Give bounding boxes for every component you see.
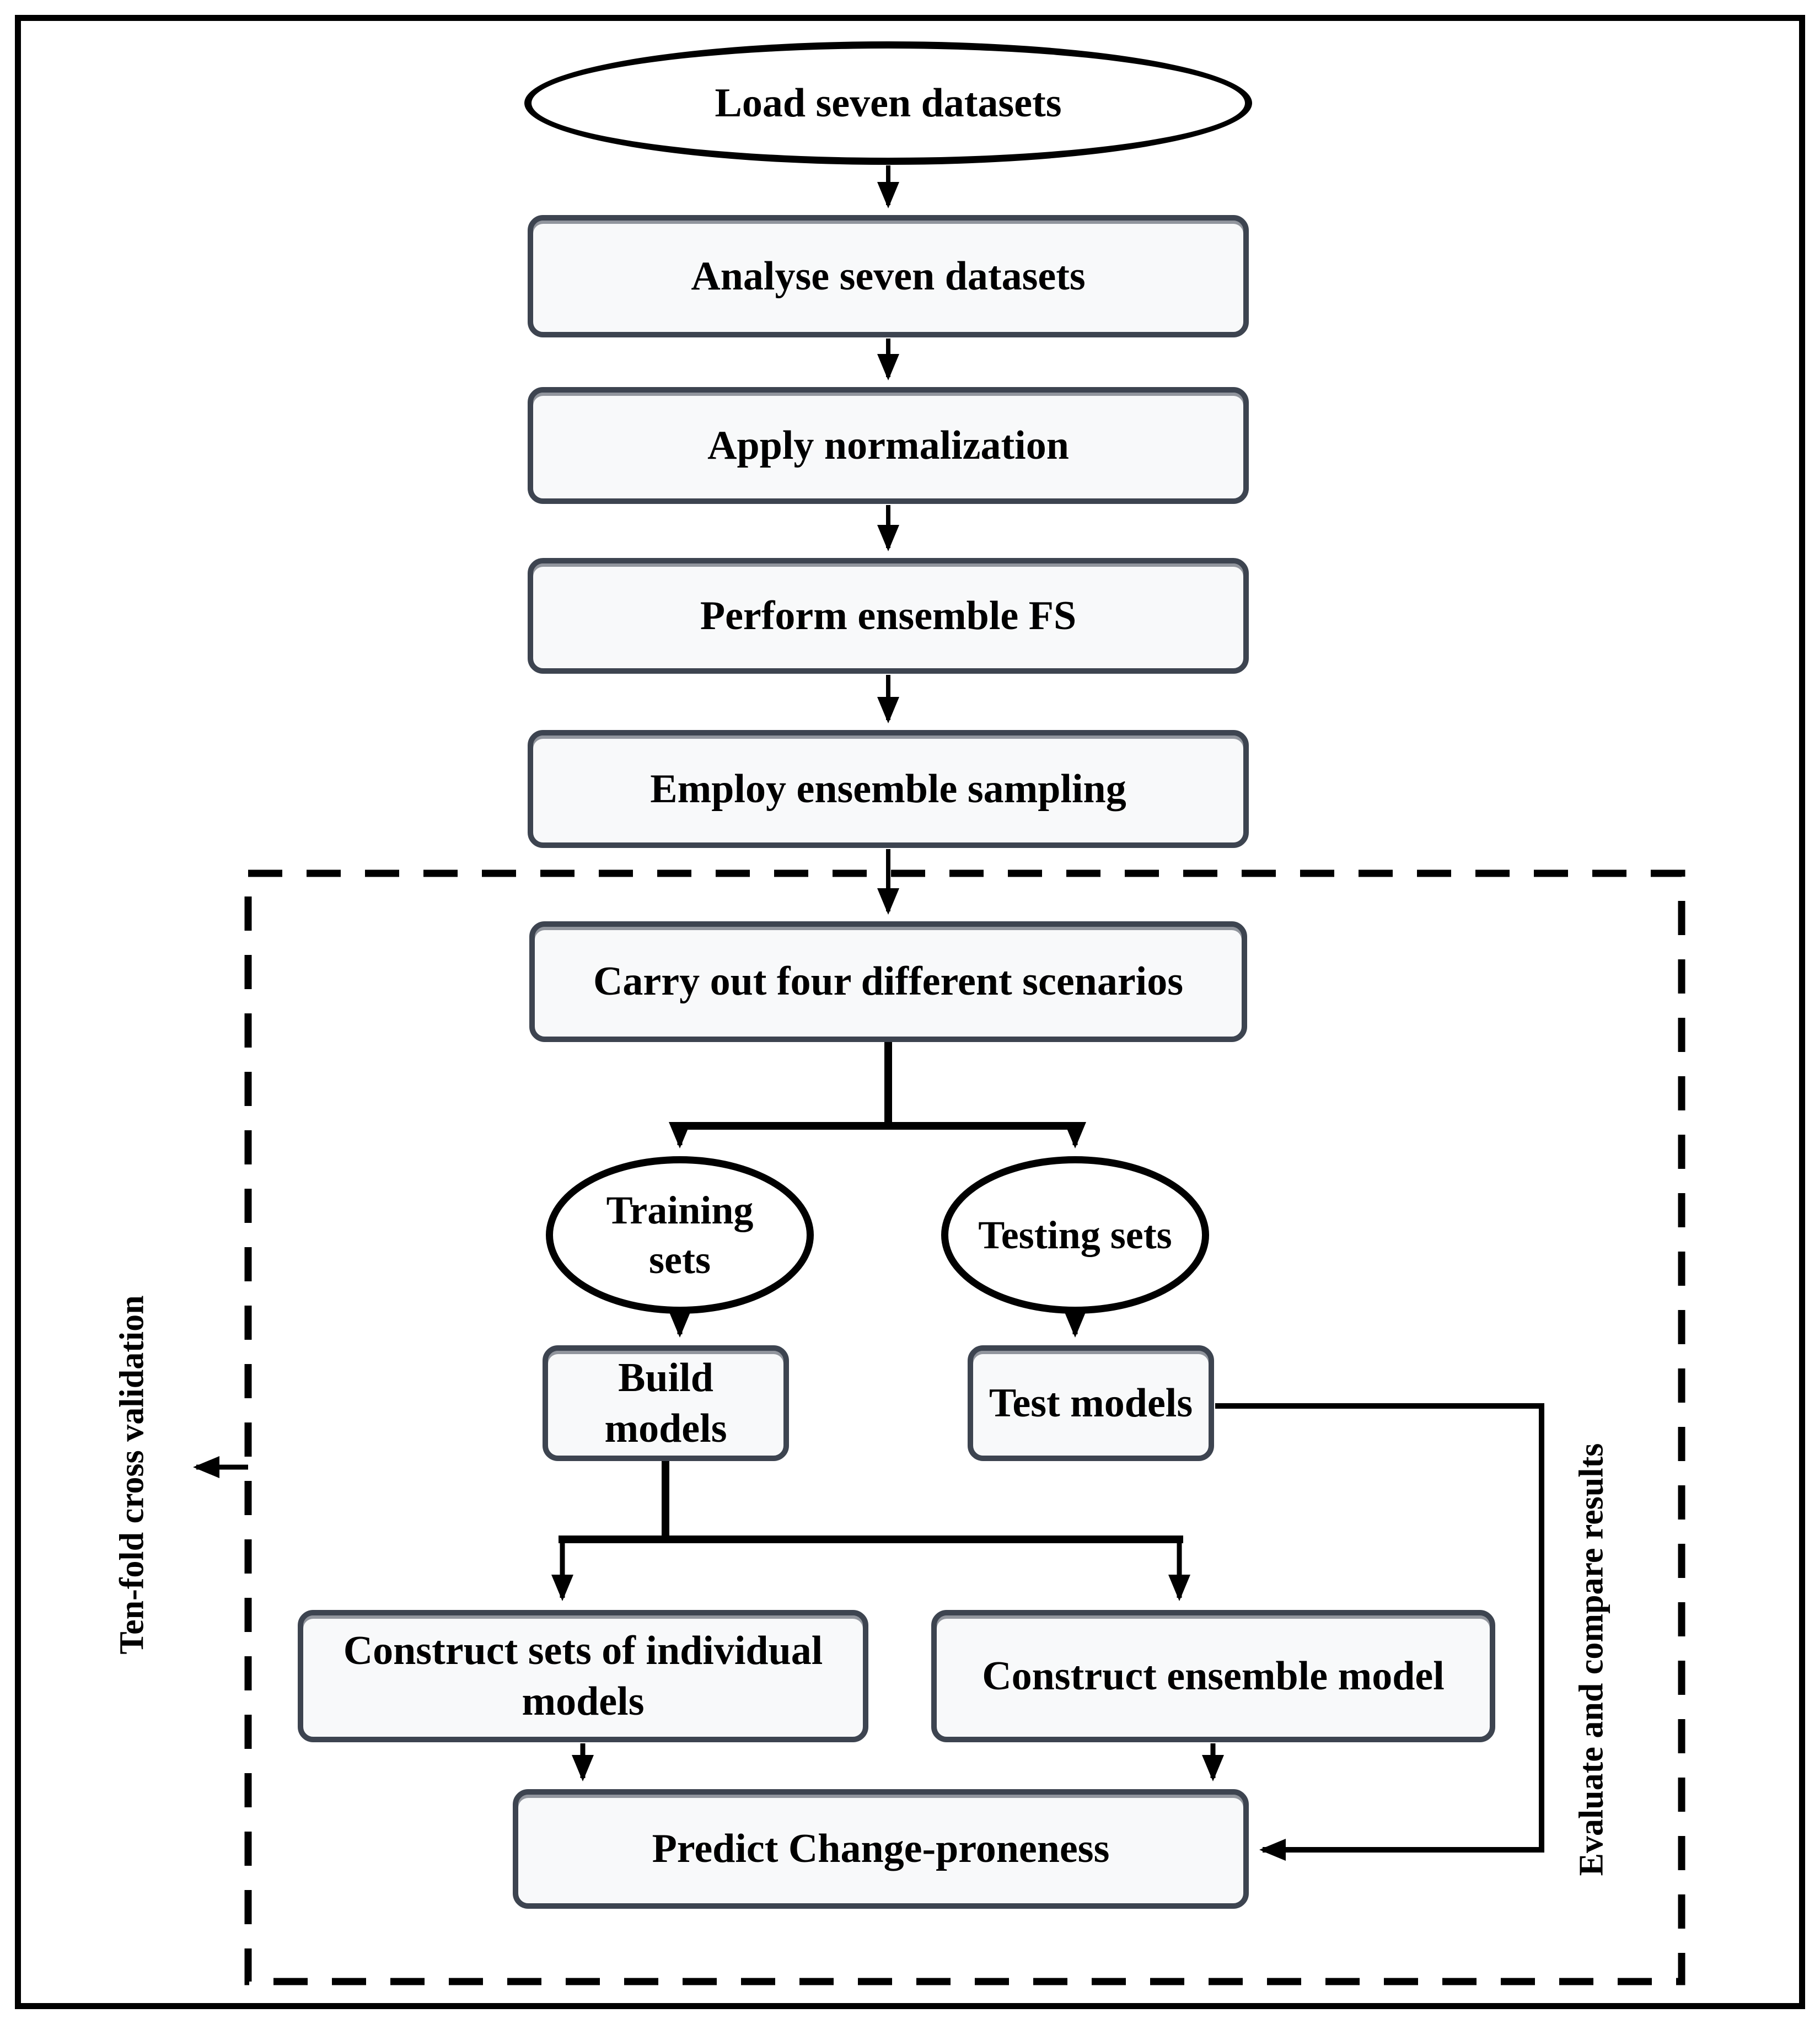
node-ensemble-sampling [528, 730, 1249, 848]
node-analyse-datasets-label: Analyse seven datasets [691, 253, 1086, 299]
node-ensemble-sampling-label: Employ ensemble sampling [650, 766, 1126, 812]
tenfold-cross-validation-label: Ten-fold cross validation [113, 1295, 151, 1655]
node-load-datasets-label: Load seven datasets [715, 80, 1062, 126]
evaluate-compare-results-label: Evaluate and compare results [1572, 1443, 1610, 1876]
node-four-scenarios-label: Carry out four different scenarios [593, 959, 1184, 1005]
node-training-sets-label: Training sets [606, 1188, 754, 1282]
node-construct-individual-models-label: Construct sets of individual models [343, 1628, 823, 1724]
branch-scenarios-rail [676, 1042, 1079, 1126]
node-four-scenarios [529, 921, 1247, 1042]
node-load-datasets [524, 41, 1252, 165]
branch-build-rail [559, 1461, 1183, 1539]
node-apply-normalization-label: Apply normalization [707, 422, 1069, 468]
node-apply-normalization [528, 387, 1249, 504]
node-test-models-label: Test models [989, 1380, 1193, 1426]
node-construct-ensemble-model [931, 1610, 1495, 1742]
node-testing-sets-label: Testing sets [978, 1213, 1172, 1257]
node-predict-change-proneness-label: Predict Change-proneness [652, 1826, 1110, 1872]
node-ensemble-fs [528, 558, 1249, 674]
node-predict-change-proneness [513, 1789, 1249, 1909]
node-construct-individual-models [298, 1610, 868, 1742]
node-analyse-datasets [528, 215, 1249, 337]
node-construct-ensemble-model-label: Construct ensemble model [982, 1653, 1445, 1699]
node-build-models-label: Build models [604, 1355, 727, 1451]
node-build-models [543, 1345, 789, 1461]
node-testing-sets [941, 1156, 1209, 1314]
node-ensemble-fs-label: Perform ensemble FS [700, 593, 1077, 638]
node-test-models [968, 1345, 1214, 1461]
node-training-sets [546, 1156, 814, 1314]
